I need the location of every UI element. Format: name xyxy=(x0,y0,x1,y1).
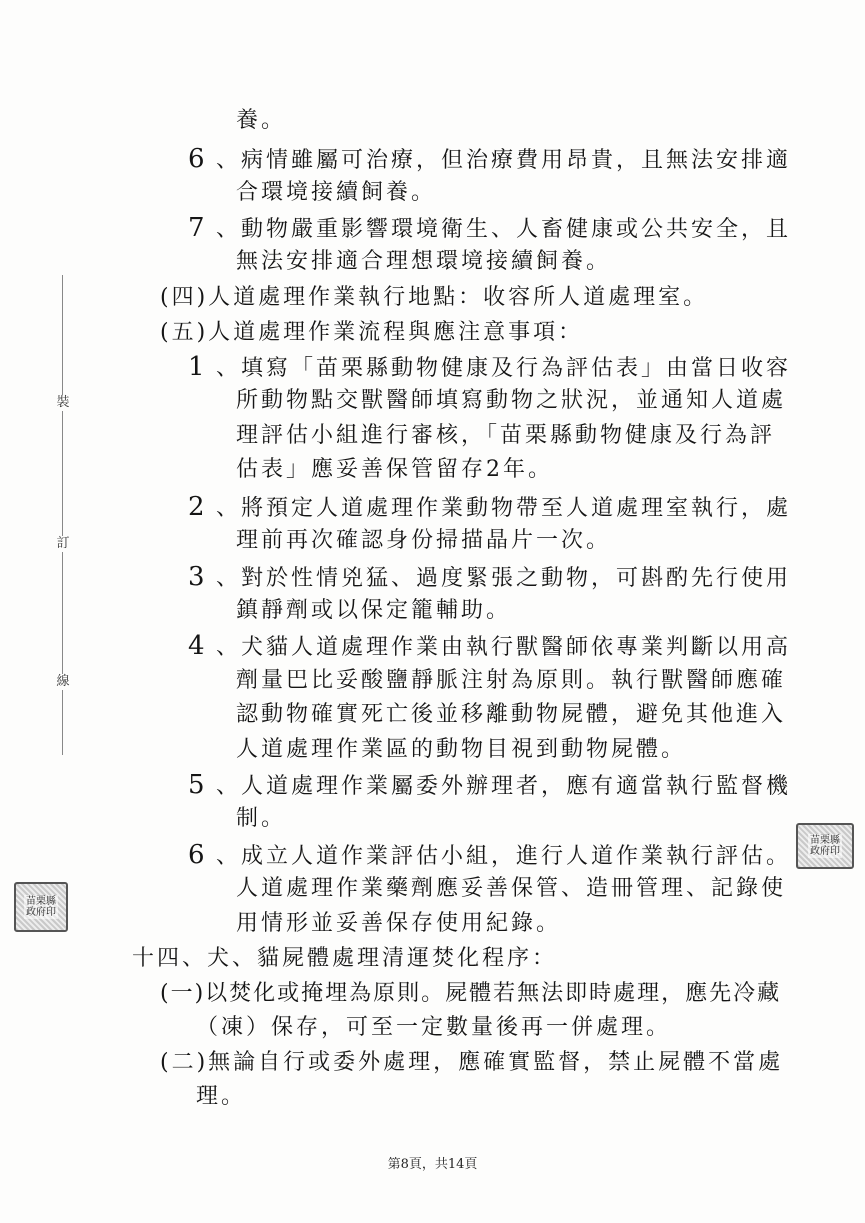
seal-stamp-right xyxy=(796,823,854,869)
binding-mark-xian: 線 xyxy=(54,674,72,690)
clause-1: (一)以焚化或掩埋為原則。屍體若無法即時處理，應先冷藏 xyxy=(160,981,782,1006)
text-line: 人道處理作業藥劑應妥善保管、造冊管理、記錄使 xyxy=(236,876,787,901)
text-line: 估表」應妥善保管留存2年。 xyxy=(236,457,553,482)
seal-stamp-text: 苗栗縣 政府印 xyxy=(810,835,840,857)
binding-mark-zhuang: 裝 xyxy=(54,395,72,411)
page-number-footer: 第8頁，共14頁 xyxy=(387,1157,478,1172)
clause-2: (二)無論自行或委外處理，應確實監督，禁止屍體不當處 xyxy=(160,1050,784,1075)
seal-stamp-text: 苗栗縣 政府印 xyxy=(26,896,56,918)
item-number: 7 xyxy=(188,213,205,243)
list-item-4 xyxy=(188,631,791,663)
text-line: 理前再次確認身份掃描晶片一次。 xyxy=(236,528,612,553)
text-line: 鎮靜劑或以保定籠輔助。 xyxy=(236,598,512,623)
text-line: 劑量巴比妥酸鹽靜脈注射為原則。執行獸醫師應確 xyxy=(236,668,787,693)
item-number: 2 xyxy=(188,492,205,522)
item-separator: 、 xyxy=(216,844,242,869)
item-separator: 、 xyxy=(216,774,242,799)
section-heading-4: (四)人道處理作業執行地點：收容所人道處理室。 xyxy=(160,285,709,310)
list-item-3 xyxy=(188,562,791,594)
item-text: 犬貓人道處理作業由執行獸醫師依專業判斷以用高 xyxy=(241,635,792,660)
text-line: 用情形並妥善保存使用紀錄。 xyxy=(236,911,562,936)
chapter-heading-14: 十四、犬、貓屍體處理清運焚化程序： xyxy=(132,946,558,971)
text-line: 認動物確實死亡後並移離動物屍體，避免其他進入 xyxy=(236,702,787,727)
list-item-2 xyxy=(188,492,791,524)
text-line: （凍）保存，可至一定數量後再一併處理。 xyxy=(196,1015,672,1040)
item-number: 3 xyxy=(188,562,205,592)
item-text: 病情雖屬可治療，但治療費用昂貴，且無法安排適 xyxy=(241,148,792,173)
section-heading-5: (五)人道處理作業流程與應注意事項： xyxy=(160,320,584,345)
item-separator: 、 xyxy=(216,496,242,521)
list-item-6b xyxy=(188,840,791,872)
item-separator: 、 xyxy=(216,217,242,242)
item-separator: 、 xyxy=(216,356,242,381)
item-separator: 、 xyxy=(216,566,242,591)
item-text: 將預定人道處理作業動物帶至人道處理室執行，處 xyxy=(241,496,792,521)
text-line: 理評估小組進行審核，「苗栗縣動物健康及行為評 xyxy=(236,423,776,448)
item-number: 6 xyxy=(188,144,205,174)
item-text: 動物嚴重影響環境衛生、人畜健康或公共安全，且 xyxy=(241,217,792,242)
text-line: 所動物點交獸醫師填寫動物之狀況，並通知人道處 xyxy=(236,388,787,413)
text-line: 無法安排適合理想環境接續飼養。 xyxy=(236,249,612,274)
item-number: 6 xyxy=(188,840,205,870)
text-line: 養。 xyxy=(236,108,287,133)
text-line: 理。 xyxy=(196,1084,247,1109)
text-line: 人道處理作業區的動物目視到動物屍體。 xyxy=(236,737,687,762)
item-text: 填寫「苗栗縣動物健康及行為評估表」由當日收容 xyxy=(241,356,792,381)
item-number: 5 xyxy=(188,770,205,800)
list-item-6 xyxy=(188,144,791,176)
text-line: 合環境接續飼養。 xyxy=(236,180,437,205)
binding-mark-ding: 訂 xyxy=(54,536,72,552)
seal-stamp-left xyxy=(14,882,68,932)
item-separator: 、 xyxy=(216,635,242,660)
item-separator: 、 xyxy=(216,148,242,173)
list-item-5 xyxy=(188,770,791,802)
item-text: 成立人道作業評估小組，進行人道作業執行評估。 xyxy=(241,844,792,869)
item-text: 人道處理作業屬委外辦理者，應有適當執行監督機 xyxy=(241,774,792,799)
item-number: 1 xyxy=(188,352,205,382)
item-number: 4 xyxy=(188,631,205,661)
list-item-1 xyxy=(188,352,791,384)
item-text: 對於性情兇猛、過度緊張之動物，可斟酌先行使用 xyxy=(241,566,792,591)
list-item-7 xyxy=(188,213,791,245)
text-line: 制。 xyxy=(236,806,287,831)
